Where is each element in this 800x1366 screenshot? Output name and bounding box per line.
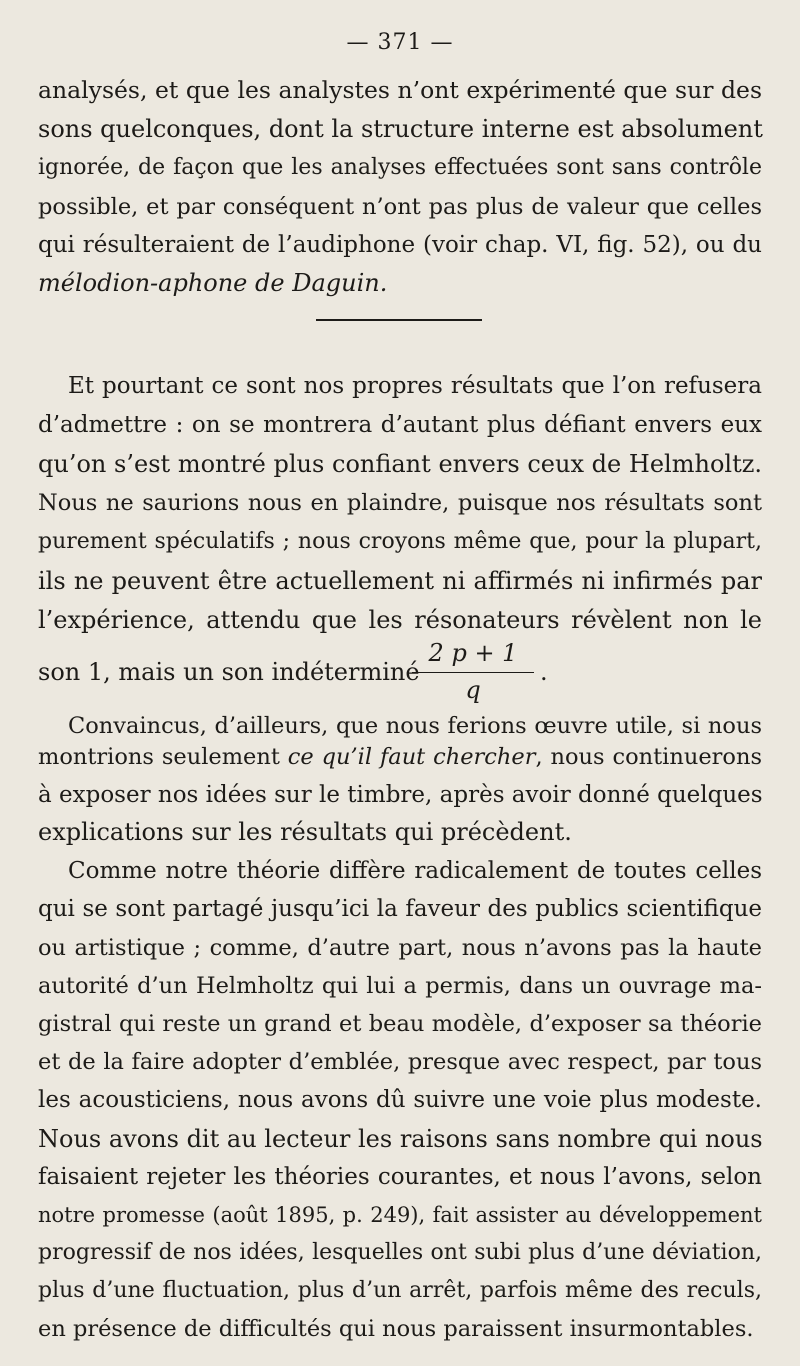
text-line: progressif de nos idées, lesquelles ont subi plus d’une déviation, — [38, 1240, 762, 1265]
page-number: — 371 — — [346, 30, 454, 55]
text-line: ignorée, de façon que les analyses effectuées sont sans contrôle — [38, 155, 762, 180]
text-line: son 1, mais un son indéterminé — [38, 658, 420, 686]
fraction — [412, 640, 534, 703]
text-line: purement spéculatifs ; nous croyons même que, pour la plupart, — [38, 529, 762, 554]
text-line: ou artistique ; comme, d’autre part, nous n’avons pas la haute — [38, 935, 762, 961]
text-run: , nous continuerons — [535, 744, 762, 770]
text-line: autorité d’un Helmholtz qui lui a permis, dans un ouvrage ma- — [38, 973, 762, 999]
text-run: montrions seulement — [38, 744, 288, 770]
text-line: à exposer nos idées sur le timbre, après avoir donné quelques — [38, 782, 763, 808]
fraction-period: . — [540, 658, 548, 686]
text-line: Nous ne saurions nous en plaindre, puisque nos résultats sont — [38, 490, 762, 516]
text-line: qui se sont partagé jusqu’ici la faveur des publics scientifique — [38, 896, 762, 922]
text-line: analysés, et que les analystes n’ont expérimenté que sur des — [38, 76, 762, 104]
text-line: qu’on s’est montré plus confiant envers ceux de Helmholtz. — [38, 450, 762, 478]
text-line: qui résulteraient de l’audiphone (voir chap. VI, fig. 52), ou du — [38, 232, 762, 258]
text-line: faisaient rejeter les théories courantes, et nous l’avons, selon — [38, 1164, 762, 1190]
fraction-numerator: 2 p + 1 — [428, 639, 518, 667]
section-divider — [316, 319, 482, 321]
text-line: Et pourtant ce sont nos propres résultats que l’on refusera — [68, 373, 762, 399]
text-line-mixed — [38, 743, 762, 771]
text-line: plus d’une fluctuation, plus d’un arrêt, parfois même des reculs, — [38, 1278, 762, 1303]
text-line: sons quelconques, dont la structure interne est absolument — [38, 115, 763, 143]
text-line: l’expérience, attendu que les résonateurs révèlent non le — [38, 606, 762, 634]
text-line: Convaincus, d’ailleurs, que nous ferions œuvre utile, si nous — [68, 713, 762, 739]
text-line: ils ne peuvent être actuellement ni affirmés ni infirmés par — [38, 567, 762, 595]
text-line: Nous avons dit au lecteur les raisons sans nombre qui nous — [38, 1125, 763, 1153]
text-line: explications sur les résultats qui précèdent. — [38, 818, 572, 846]
fraction-bar — [412, 672, 534, 673]
text-line: Comme notre théorie diffère radicalement de toutes celles — [68, 858, 762, 884]
text-line: notre promesse (août 1895, p. 249), fait assister au développement — [38, 1203, 762, 1227]
text-line-italic: mélodion-aphone de Daguin. — [38, 269, 388, 297]
text-line: les acousticiens, nous avons dû suivre une voie plus modeste. — [38, 1087, 762, 1113]
text-line: en présence de difficultés qui nous paraissent insurmontables. — [38, 1316, 754, 1342]
text-line: d’admettre : on se montrera d’autant plus défiant envers eux — [38, 412, 762, 438]
text-line: gistral qui reste un grand et beau modèle, d’exposer sa théorie — [38, 1011, 762, 1037]
fraction-denominator: q — [465, 676, 481, 704]
text-line: possible, et par conséquent n’ont pas plus de valeur que celles — [38, 194, 762, 220]
text-line: et de la faire adopter d’emblée, presque avec respect, par tous — [38, 1049, 762, 1075]
text-run-italic: ce qu’il faut chercher — [287, 744, 536, 770]
